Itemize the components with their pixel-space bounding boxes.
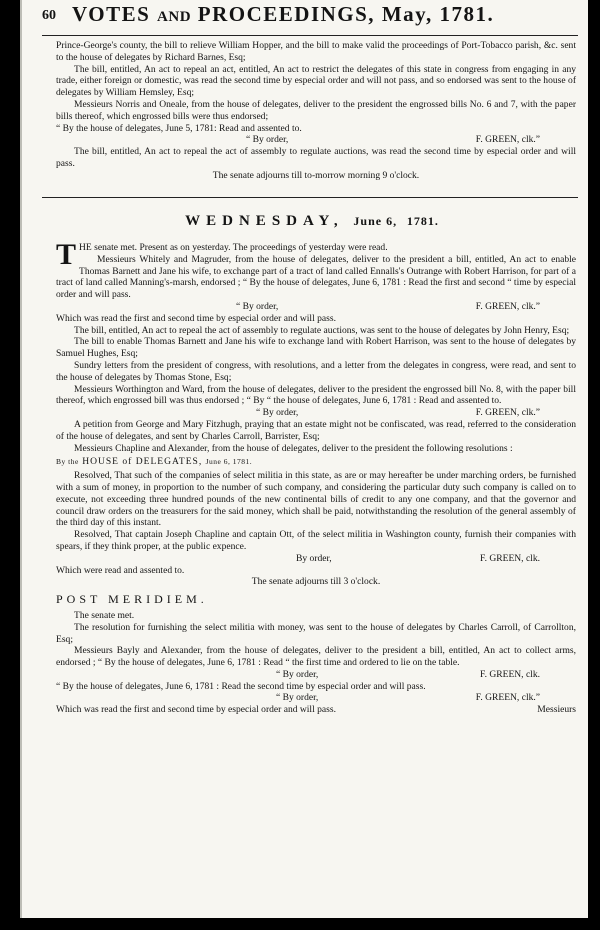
by-the: By the [56,457,79,467]
clerk-signature: F. GREEN, clk.” [475,407,540,419]
catchword: Messieurs [537,704,576,716]
by-order: “ By order, [256,407,299,419]
paragraph: Which were read and assented to. [56,564,185,576]
clerk-signature: F. GREEN, clk.” [475,300,540,312]
paragraph: Messieurs Chapline and Alexander, from the house of delegates, deliver to the president the following resolutions : [74,442,513,454]
section-rule [42,197,578,198]
top-section [56,40,576,182]
title-proceedings: PROCEEDINGS, [197,2,376,26]
signature-line [56,407,576,419]
paragraph: A petition from George and Mary Fitzhugh, praying that an estate might not be confiscated, was read, referred to the consideration of the house of delegates, and sent by Charles Carroll, Barrister, Esq; [56,418,576,442]
clerk-signature: F. GREEN, clk.” [475,134,540,146]
paragraph: The senate met. [74,609,135,621]
signature-line [56,301,576,313]
main-section [56,238,576,716]
clerk-signature: F. GREEN, clk.” [475,692,540,704]
by-order: “ By order, [246,134,289,146]
page-header [42,2,582,32]
title-month: May, [381,2,433,26]
paragraph: Sundry letters from the president of congress, with resolutions, and a letter from the delegates in congress, were read, and sent to the house of delegates by Thomas Stone, Esq; [56,359,576,383]
paragraph: The bill to enable Thomas Barnett and Jane his wife to exchange land with Robert Harrison, was sent to the house of delegates by Samuel Hughes, Esq; [56,336,576,360]
adjournment: The senate adjourns till 3 o'clock. [251,576,381,588]
running-title [72,2,582,27]
adjournment: The senate adjourns till to-morrow morning 9 o'clock. [212,169,420,181]
endorsement: “ By the house of delegates, June 6, 1781 : Read the second time by especial order and will pass. [56,680,426,692]
paragraph: Messieurs Norris and Oneale, from the house of delegates, deliver to the president the engrossed bills No. 6 and 7, with the paper bills thereof, which engrossed bills were thus endorsed; [56,98,576,122]
by-order: By order, [296,552,332,564]
signature-line [56,692,576,704]
paragraph: Messieurs Whitely and Magruder, from the house of delegates, deliver to the president a bill, entitled, An act to enable Thomas Barnett and Jane his wife, to exchange part of a tract of land called Ennalls's Outrange with Robert Harrison, for part of a tract of land called Manning's-marsh, endorsed ; “ By the house of delegates, June 6, 1781 : Read the first and second “ time by especial order and will pass. [56,253,576,301]
paragraph: The bill, entitled, An act to repeal the act of assembly to regulate auctions, was sent to the house of delegates by John Henry, Esq; [74,324,570,336]
drop-cap: T [56,238,77,271]
year: 1781. [406,214,439,228]
clerk-signature: F. GREEN, clk. [480,552,540,564]
by-order: “ By order, [276,668,319,680]
day-heading [42,213,582,230]
weekday: WEDNESDAY, [185,213,344,229]
paragraph-text: HE senate met. Present as on yesterday. The proceedings of yesterday were read. [79,242,388,253]
header-rule [42,35,578,36]
paragraph: Messieurs Bayly and Alexander, from the house of delegates, deliver to the president a bill, entitled, An act to collect arms, endorsed ; “ By the house of delegates, June 6, 1781 : Read “ the first time and ordered to lie on the table. [56,645,576,669]
post-meridiem-heading: POST MERIDIEM. [56,592,208,607]
signature-line [56,553,576,565]
paragraph: The bill, entitled, An act to repeal the act of assembly to regulate auctions, was read the second time by especial order and will pass. [56,146,576,169]
paragraph: Which was read the first and second time by especial order and will pass. [56,312,336,324]
title-and: AND [157,9,192,25]
endorsement: “ By the house of delegates, June 5, 1781: Read and assented to. [56,122,302,134]
signature-line [56,134,576,146]
clerk-signature: F. GREEN, clk. [480,668,540,680]
opening-paragraph [56,238,576,271]
paragraph: The bill, entitled, An act to repeal an act, entitled, An act to restrict the delegates of this state in congress from engaging in any trade, either foreign or domestic, was read the second time by especial order and will not pass, and so endorsed was sent to the house of delegates by William Hemsley, Esq; [56,63,576,99]
final-line [56,704,576,716]
paragraph: Which was read the first and second time by especial order and will pass. [56,704,336,716]
signature-line [56,669,576,681]
paragraph: Prince-George's county, the bill to relieve William Hopper, and the bill to make valid the proceedings of Port-Tobacco parish, &c. sent to the house of delegates by Richard Barnes, Esq; [56,40,576,63]
resolution-date: June 6, 1781. [205,457,253,467]
resolution-heading [56,456,576,468]
resolution: Resolved, That such of the companies of select militia in this state, as are or may hereafter be under marching orders, be furnished with a sum of money, in proportion to the number of such company, and considering the particular duty such company is called on to execute, not exceeding three hundred pounds of the new continental bills of credit to any one company, and that the governor and council draw orders on the treasurers for the said money, which shall be paid, notwithstanding the resolution of the general assembly of the third day of this instant. [56,470,576,529]
title-votes: VOTES [72,2,151,26]
title-year: 1781. [439,2,495,26]
paragraph: The resolution for furnishing the select militia with money, was sent to the house of delegates by Charles Carroll, of Carrollton, Esq; [56,621,576,645]
document-page [20,0,588,918]
house-of-delegates: HOUSE of DELEGATES, [82,456,203,468]
page-number: 60 [42,8,56,23]
resolution: Resolved, That captain Joseph Chapline and captain Ott, of the select militia in Washington county, furnish their companies with spears, if they think proper, at the public expence. [56,529,576,552]
by-order: “ By order, [276,692,319,704]
by-order: “ By order, [236,300,279,312]
date: June 6, [353,214,398,228]
paragraph: Messieurs Worthington and Ward, from the house of delegates, deliver to the president the engrossed bill No. 8, with the paper bill thereof, which engrossed bill was thus endorsed ; “ By “ the house of delegates, June 6, 1781 : Read and assented to. [56,383,576,407]
